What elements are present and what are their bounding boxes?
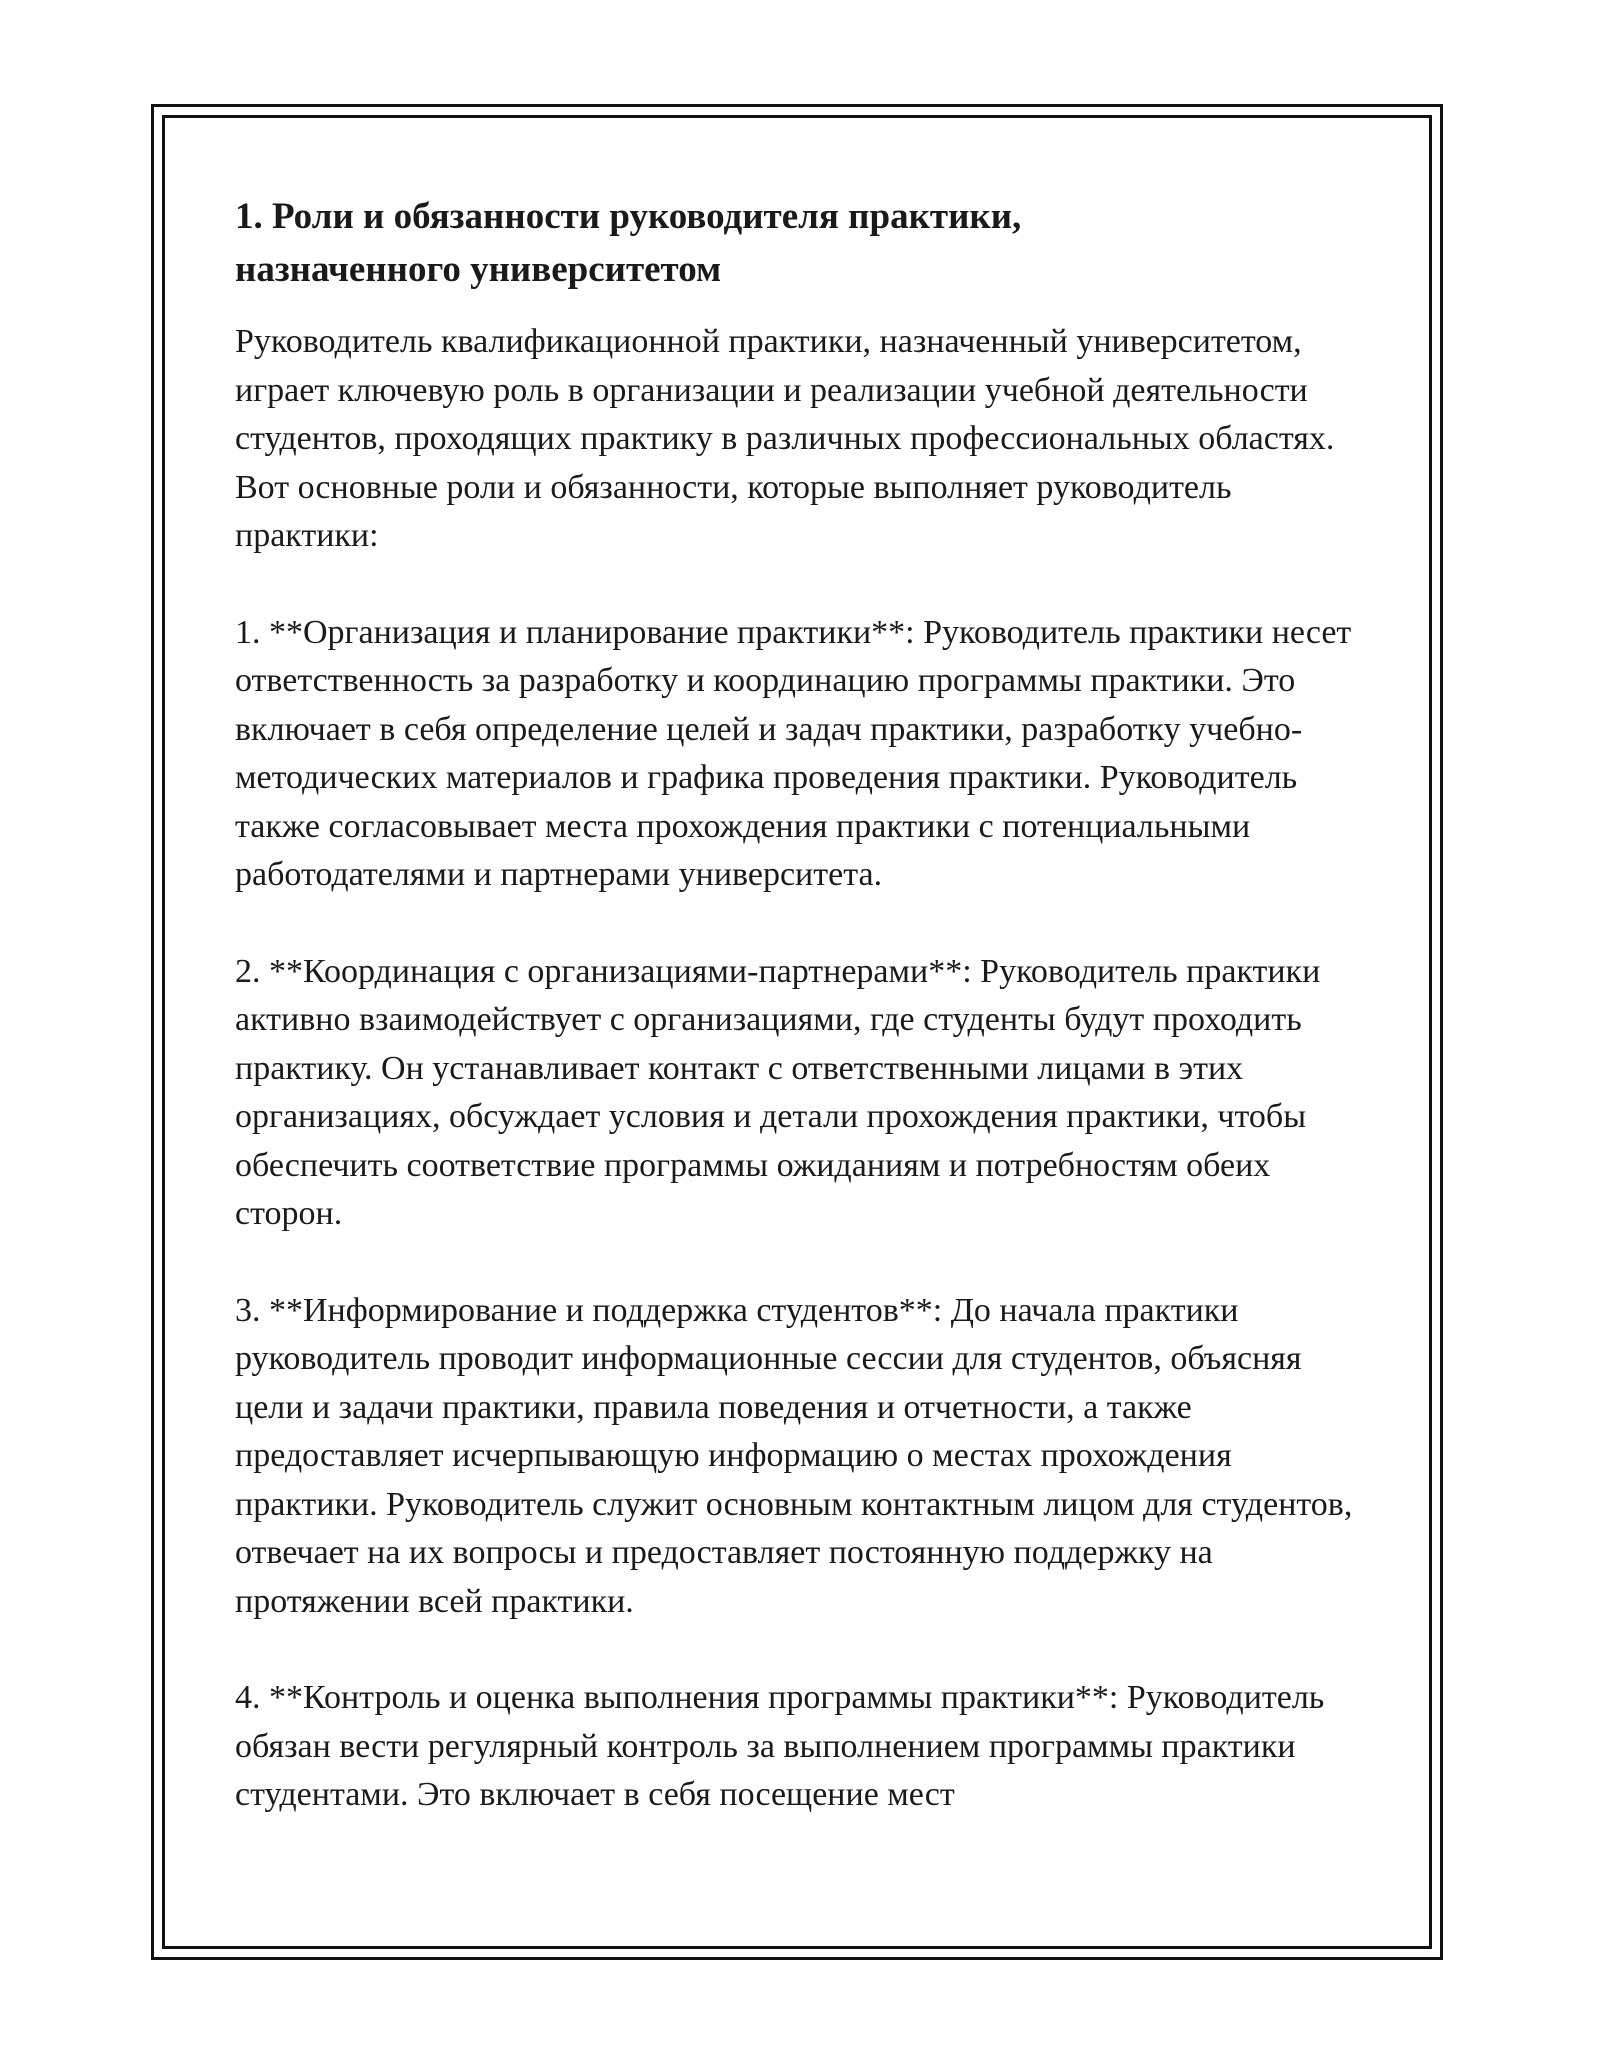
paragraph-intro: Руководитель квалификационной практики, назначенный университетом, играет ключевую роль в организации и реализации учебной деятельности студентов, проходящих практику в различных профессиональных областях. Вот основные роли и обязанности, которые выполняет руководитель практики: [235, 323, 1335, 554]
document-body [235, 190, 1375, 1820]
paragraph-item-2: 2. **Координация с организациями-партнерами**: Руководитель практики активно взаимодействует с организациями, где студенты будут проходить практику. Он устанавливает контакт с ответственными лицами в этих организациях, обсуждает условия и детали прохождения практики, чтобы обеспечить соответствие программы ожиданиям и потребностям обеих сторон. [235, 952, 1321, 1232]
paragraph-item-4: 4. **Контроль и оценка выполнения программы практики**: Руководитель обязан вести регулярный контроль за выполнением программы практики студентами. Это включает в себя посещение мест [235, 1679, 1325, 1813]
paragraph-item-3: 3. **Информирование и поддержка студентов**: До начала практики руководитель проводит информационные сессии для студентов, объясняя цели и задачи практики, правила поведения и отчетности, а также предоставляет исчерпывающую информацию о местах прохождения практики. Руководитель служит основным контактным лицом для студентов, отвечает на их вопросы и предоставляет постоянную поддержку на протяжении всей практики. [235, 1291, 1353, 1620]
section-title: 1. Роли и обязанности руководителя практики, назначенного университетом [235, 196, 1022, 290]
paragraph-item-1: 1. **Организация и планирование практики**: Руководитель практики несет ответственность за разработку и координацию программы практики. Это включает в себя определение целей и задач практики, разработку учебно-методических материалов и графика проведения практики. Руководитель также согласовывает места прохождения практики с потенциальными работодателями и партнерами университета. [235, 613, 1352, 893]
